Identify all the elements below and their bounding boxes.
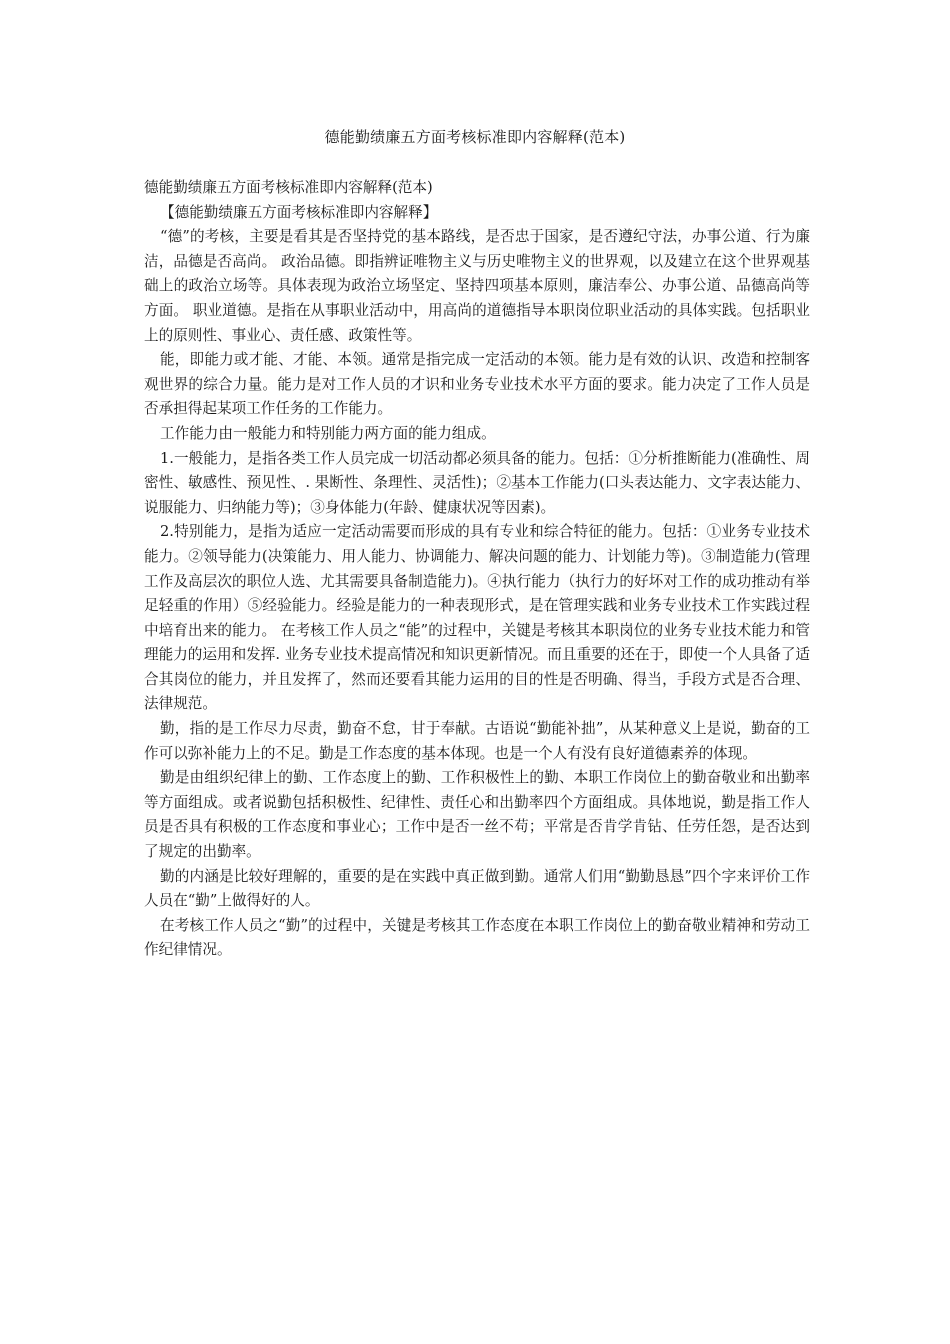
- paragraph-qin-assessment: 在考核工作人员之“勤”的过程中，关键是考核其工作态度在本职工作岗位上的勤奋敬业精神和劳动工作纪律情况。: [144, 916, 810, 959]
- paragraph-ability-composition: 工作能力由一般能力和特别能力两方面的能力组成。: [160, 424, 496, 442]
- paragraph-qin-meaning: 勤的内涵是比较好理解的，重要的是在实践中真正做到勤。通常人们用“勤勤恳恳”四个字来评价工作人员在“勤”上做得好的人。: [144, 867, 810, 910]
- paragraph-special-ability: 2.特别能力，是指为适应一定活动需要而形成的具有专业和综合特征的能力。包括：①业务专业技术能力。②领导能力(决策能力、用人能力、协调能力、解决问题的能力、计划能力等)。③制造能力(管理工作及高层次的职位人选、尤其需要具备制造能力)。④执行能力（执行力的好坏对工作的成功推动有举足轻重的作用）⑤经验能力。经验是能力的一种表现形式，是在管理实践和业务专业技术工作实践过程中培育出来的能力。 在考核工作人员之“能”的过程中，关键是考核其本职岗位的业务专业技术能力和管理能力的运用和发挥. 业务专业技术提高情况和知识更新情况。而且重要的还在于，即使一个人具备了适合其岗位的能力，并且发挥了，然而还要看其能力运用的目的性是否明确、得当，手段方式是否合理、法律规范。: [144, 523, 811, 713]
- paragraph-de: “德”的考核，主要是看其是否坚持党的基本路线，是否忠于国家，是否遵纪守法，办事公道、行为廉洁，品德是否高尚。 政治品德。即指辨证唯物主义与历史唯物主义的世界观，以及建立在这个世界观基础上的政治立场等。具体表现为政治立场坚定、坚持四项基本原则，廉洁奉公、办事公道、品德高尚等方面。 职业道德。是指在从事职业活动中，用高尚的道德指导本职岗位职业活动的具体实践。包括职业上的原则性、事业心、责任感、政策性等。: [144, 228, 810, 344]
- document-body: [144, 176, 810, 963]
- paragraph-general-ability: 1.一般能力，是指各类工作人员完成一切活动都必须具备的能力。包括：①分析推断能力(准确性、周密性、敏感性、预见性、. 果断性、条理性、灵活性)；②基本工作能力(口头表达能力、文字表达能力、说服能力、归纳能力等)；③身体能力(年龄、健康状况等因素)。: [144, 449, 810, 516]
- section-heading: 【德能勤绩廉五方面考核标准即内容解释】: [160, 203, 438, 221]
- document-title: 德能勤绩廉五方面考核标准即内容解释(范本): [324, 128, 626, 146]
- paragraph-qin: 勤，指的是工作尽力尽责，勤奋不怠，甘于奉献。古语说“勤能补拙”，从某种意义上是说，勤奋的工作可以弥补能力上的不足。勤是工作态度的基本体现。也是一个人有没有良好道德素养的体现。: [144, 720, 810, 762]
- document-subtitle: 德能勤绩廉五方面考核标准即内容解释(范本): [144, 179, 433, 196]
- paragraph-qin-composition: 勤是由组织纪律上的勤、工作态度上的勤、工作积极性上的勤、本职工作岗位上的勤奋敬业和出勤率等方面组成。或者说勤包括积极性、纪律性、责任心和出勤率四个方面组成。具体地说，勤是指工作人员是否具有积极的工作态度和事业心；工作中是否一丝不苟；平常是否肯学肯钻、任劳任怨，是否达到了规定的出勤率。: [144, 769, 810, 861]
- paragraph-neng: 能，即能力或才能、才能、本领。通常是指完成一定活动的本领。能力是有效的认识、改造和控制客观世界的综合力量。能力是对工作人员的才识和业务专业技术水平方面的要求。能力决定了工作人员是否承担得起某项工作任务的工作能力。: [144, 351, 810, 418]
